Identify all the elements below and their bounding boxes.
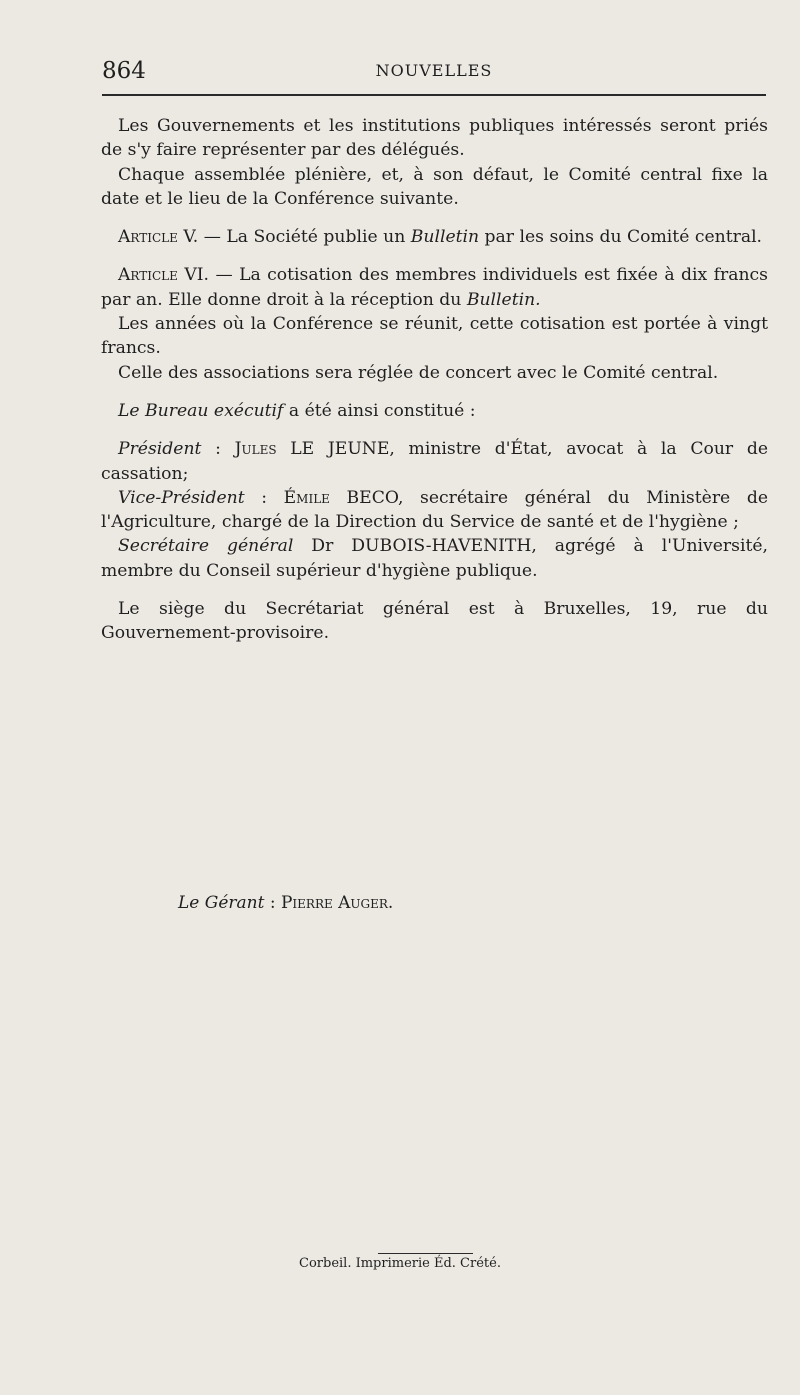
header-rule [102,94,766,96]
entry-secretaire-general: Secrétaire général Dr DUBOIS-HAVENITH, agrégé à l'Université, membre du Conseil supérieur d'hygiène publique. [101,536,768,581]
footer-rule [378,1253,473,1254]
gerant-name: Pierre Auger. [280,893,394,913]
entry-vice-president: Vice-Président : Émile BECO, secrétaire général du Ministère de l'Agriculture, chargé de la Direction du Service de santé et de l'hygiène ; [101,487,768,533]
paragraph-siege: Le siège du Secrétariat général est à Bruxelles, 19, rue du Gouvernement-provisoire. [101,599,768,644]
entry-president: Président : Jules LE JEUNE, ministre d'État, avocat à la Cour de cassation; [101,439,768,484]
gerant-line: Le Gérant : Pierre Auger. [178,893,394,913]
page-number: 864 [102,58,146,84]
printer-imprint: Corbeil. Imprimerie Éd. Crété. [299,1256,501,1271]
paragraph-annees: Les années où la Conférence se réunit, cette cotisation est portée à vingt francs. [101,314,768,359]
body-text [101,114,768,646]
paragraph-assemblee: Chaque assemblée plénière, et, à son défaut, le Comité central fixe la date et le lieu de la Conférence suivante. [101,164,768,209]
page-header [102,58,766,88]
article-6-label: Article VI. [118,265,209,286]
paragraph-associations: Celle des associations sera réglée de concert avec le Comité central. [118,362,719,383]
article-5-label: Article V. [118,227,199,248]
paragraph-bureau: Le Bureau exécutif a été ainsi constitué : [118,400,476,421]
article-5: Article V. — La Société publie un Bulletin par les soins du Comité central. [118,227,763,248]
running-title: NOUVELLES [375,61,493,80]
paragraph-delegues: Les Gouvernements et les institutions publiques intéressés seront priés de s'y faire représenter par des délégués. [101,116,768,161]
article-6: Article VI. — La cotisation des membres individuels est fixée à dix francs par an. Elle donne droit à la réception du Bulletin. [101,265,768,310]
